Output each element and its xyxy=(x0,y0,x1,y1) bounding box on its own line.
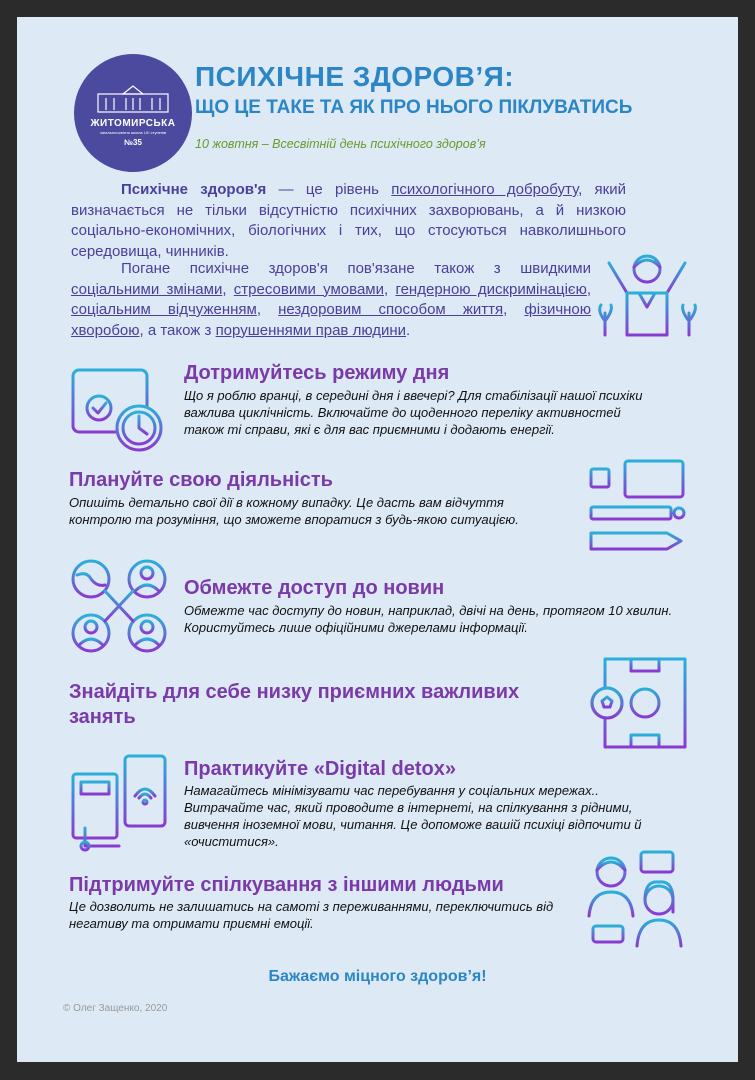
link-human-rights[interactable]: порушеннями прав людини xyxy=(215,321,407,339)
tip-title-communication: Підтримуйте спілкування з іншими людьми xyxy=(69,874,504,896)
link-wellbeing[interactable]: психологічного добробуту xyxy=(391,181,579,198)
tip-text-detox: Намагайтесь мінімізувати час перебування у соціальних мережах.. Витрачайте час, який проводите в інтернеті, на спілкування з рідними, вивчення іноземної мови, читання. Це допоможе вашій психіці відпочити й «очиститися». xyxy=(184,783,642,849)
tip-title-plan: Плануйте свою діяльність xyxy=(69,469,333,491)
page-subtitle: ЩО ЦЕ ТАКЕ ТА ЯК ПРО НЬОГО ПІКЛУВАТИСЬ xyxy=(195,97,633,118)
happy-person-icon xyxy=(597,249,697,341)
tip-title-activities: Знайдіть для себе низку приємних важливих занять xyxy=(69,681,520,728)
tip-text-routine: Що я роблю вранці, в середині дня і ввечері? Для стабілізації нашої психіки важлива циклічність. Включайте до щоденного переліку активностей також ті справи, які є для вас приємними і додають енергії. xyxy=(184,388,643,437)
network-people-icon xyxy=(69,557,169,653)
tip-text-news: Обмежте час доступу до новин, наприклад, двічі на день, протягом 10 хвилин. Користуйтесь лише офіційними джерелами інформації. xyxy=(184,603,673,635)
link-unhealthy-lifestyle[interactable]: нездоровим способом життя xyxy=(278,301,504,318)
poster-page xyxy=(17,17,738,1062)
school-logo xyxy=(74,54,192,172)
intro-paragraph: Психічне здоров'я — це рівень психологічного добробуту, який визначається не тільки відсутністю психічних захворювань, а й низкою соціально-економічних, біологічних і тих, що стосуються навколишнього середовища, чинників. xyxy=(71,181,627,260)
copyright: © Олег Защенко, 2020 xyxy=(63,1003,168,1014)
tip-title-detox: Практикуйте «Digital detox» xyxy=(184,758,456,780)
logo-number: №35 xyxy=(124,138,142,147)
link-physical-illness[interactable]: фізичною хворобою xyxy=(71,301,592,339)
calendar-clock-icon xyxy=(69,360,169,455)
page-title: ПСИХІЧНЕ ЗДОРОВ’Я: xyxy=(195,61,515,92)
football-field-icon xyxy=(589,655,689,751)
risk-factors-paragraph: Погане психічне здоров'я пов'язане також з швидкими соціальними змінами, стресовими умовами, гендерною дискримінацією, соціальним відчуженням, нездоровим способом життя, фізичною хворобою, а також з порушеннями прав людини. xyxy=(71,260,592,339)
phone-detox-icon xyxy=(69,752,169,852)
tip-text-communication: Це дозволить не залишатись на самоті з переживаннями, переключитись від негативу та отримати приємні емоції. xyxy=(69,899,554,931)
intro-term: Психічне здоров'я xyxy=(121,181,267,198)
planning-chart-icon xyxy=(587,457,689,555)
link-gender[interactable]: гендерною дискримінацією xyxy=(395,280,587,298)
logo-subtext: загальноосвітня школа І-ІІІ ступенів xyxy=(99,130,167,135)
logo-name: ЖИТОМИРСЬКА xyxy=(90,118,176,129)
conversation-people-icon xyxy=(585,850,689,950)
building-icon xyxy=(96,84,170,114)
date-line: 10 жовтня – Всесвітній день психічного здоров’я xyxy=(195,137,486,151)
link-social-exclusion[interactable]: соціальним відчуженням xyxy=(71,301,257,318)
closing-wish: Бажаємо міцного здоров’я! xyxy=(268,968,487,985)
tip-title-news: Обмежте доступ до новин xyxy=(184,577,445,599)
tip-title-routine: Дотримуйтесь режиму дня xyxy=(184,362,450,384)
tip-text-plan: Опишіть детально свої дії в кожному випадку. Це дасть вам відчуття контролю та розуміння, що зможете впоратися з будь-якою ситуацією. xyxy=(69,495,519,527)
link-stress[interactable]: стресовими умовами xyxy=(233,280,384,298)
link-social-changes[interactable]: соціальними змінами xyxy=(71,280,223,298)
